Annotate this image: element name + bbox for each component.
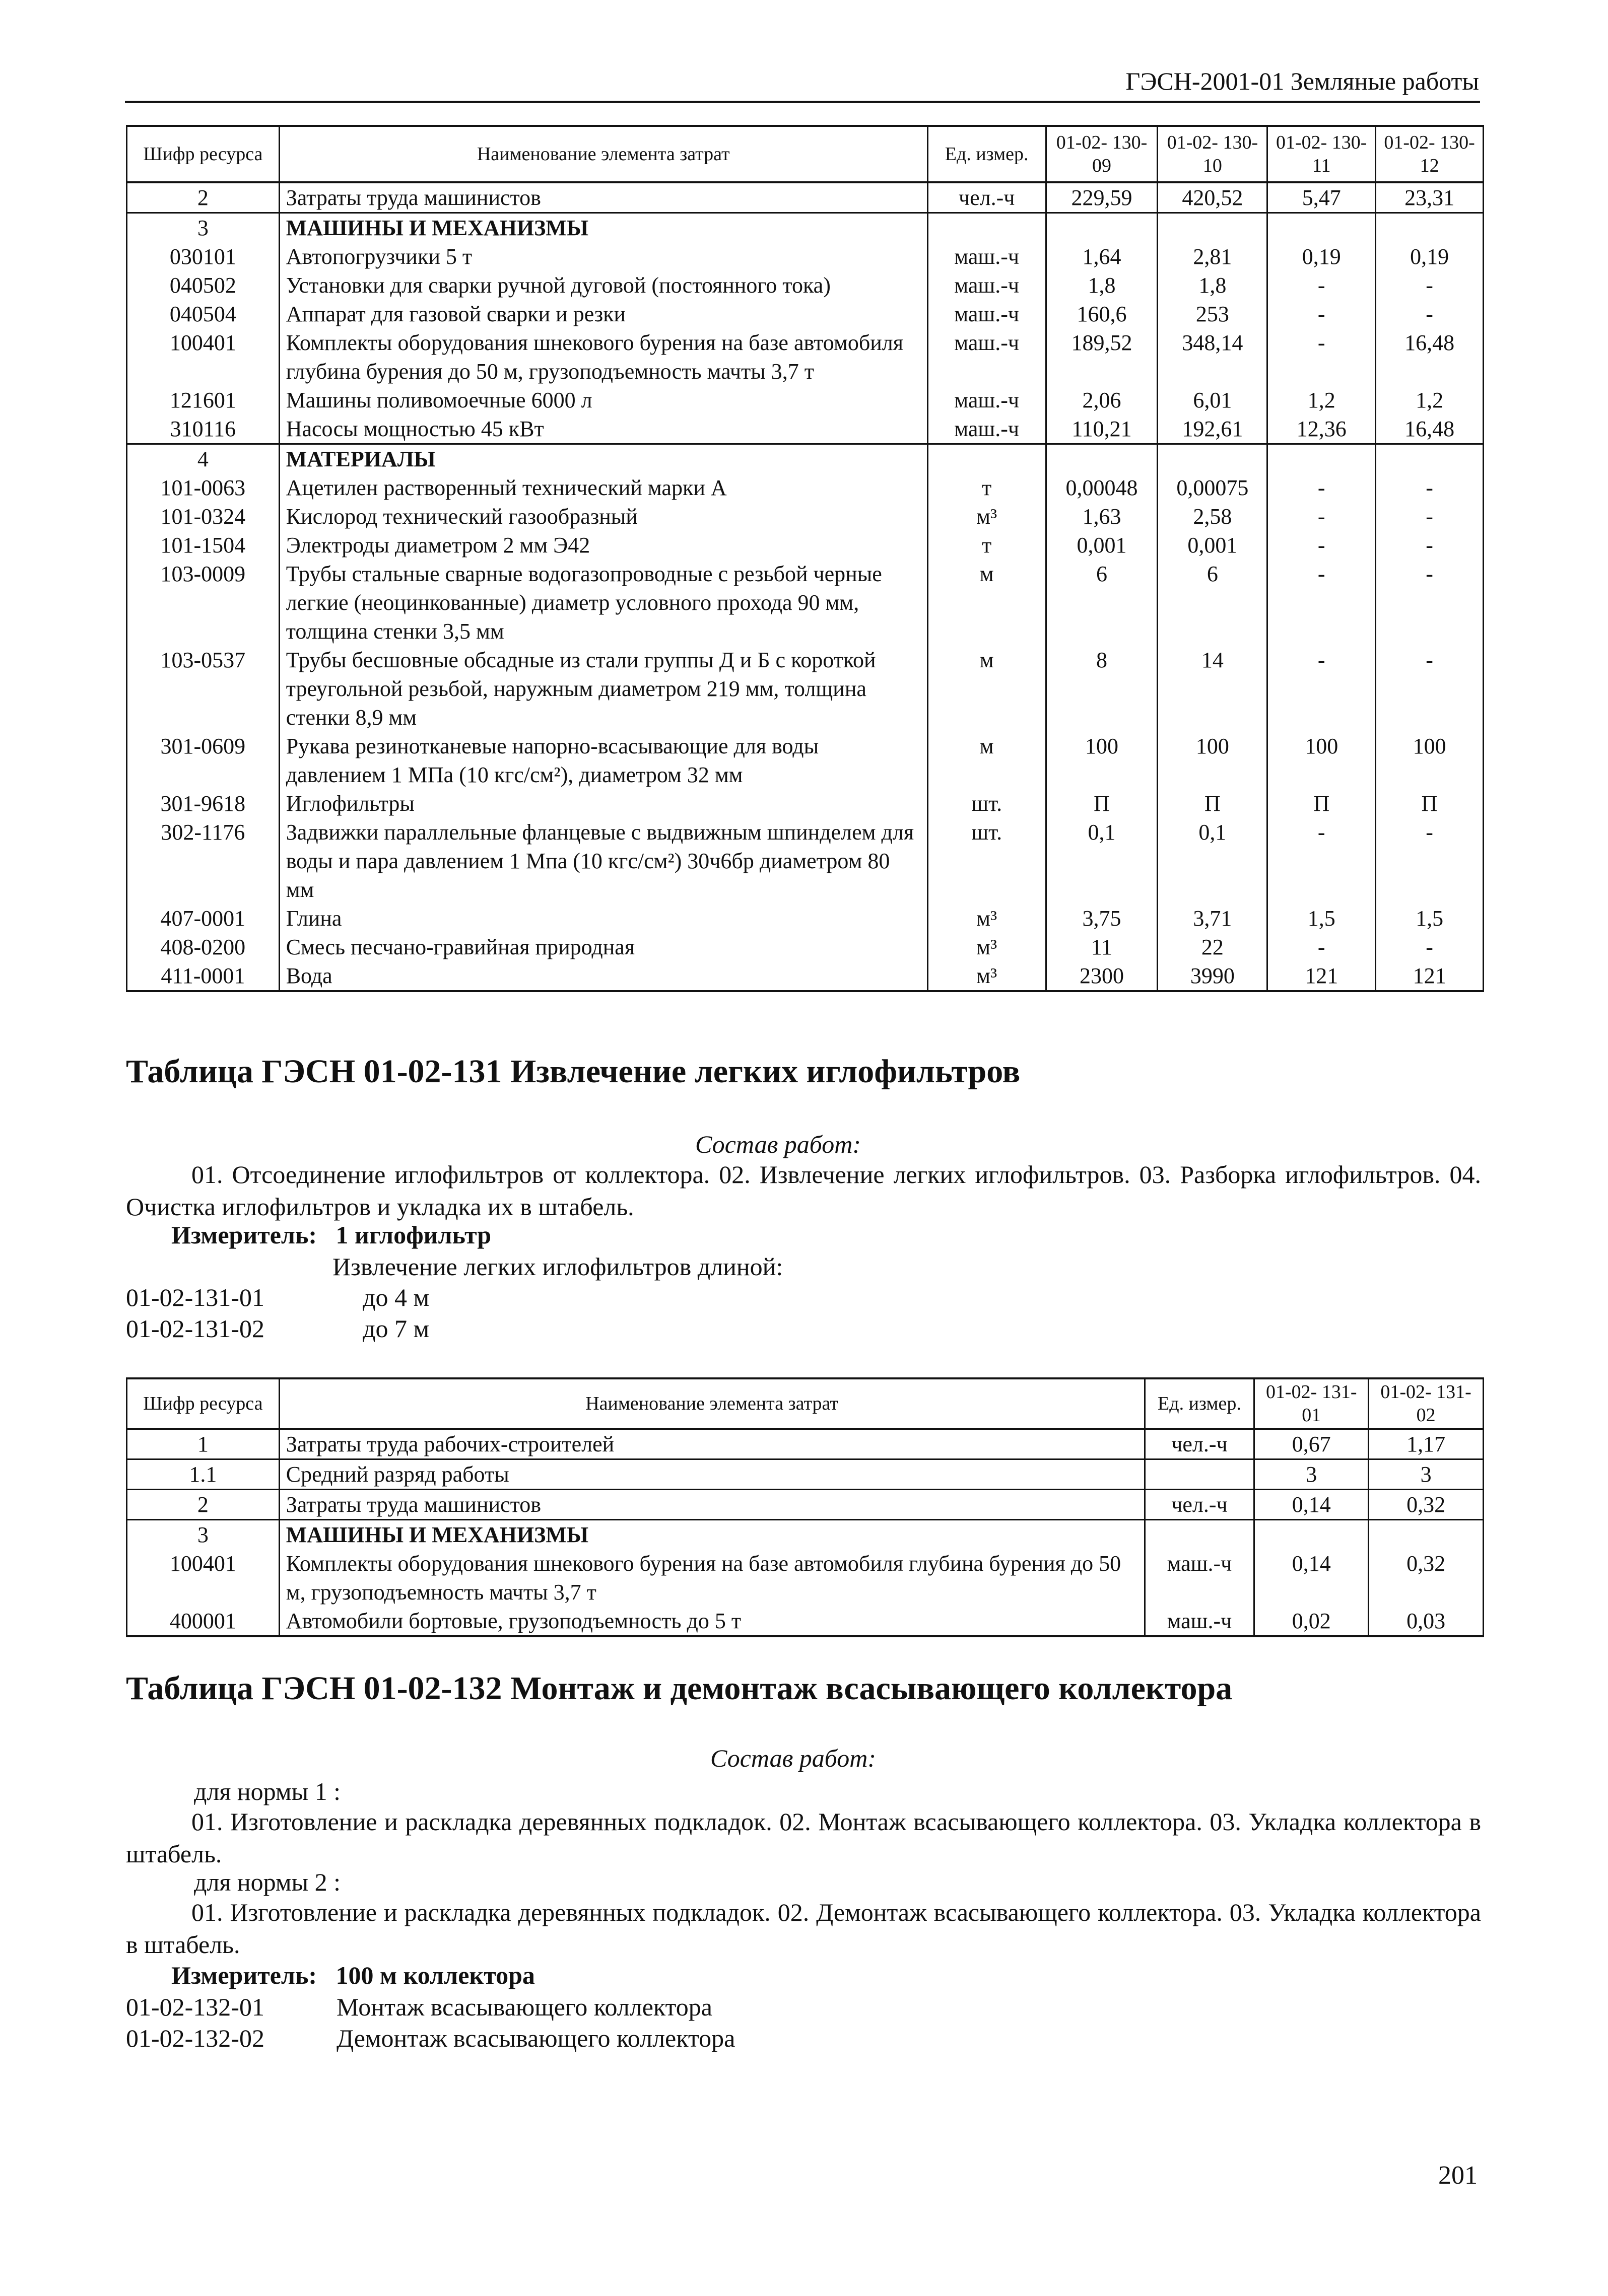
- norm-value: 3990: [1158, 961, 1267, 991]
- col-header-code: Шифр ресурса: [127, 1378, 280, 1429]
- table-header-row: [127, 1378, 1484, 1429]
- resource-code: 407-0001: [127, 904, 280, 933]
- norm-value: 1,8: [1158, 271, 1267, 300]
- table-row: [127, 1490, 1484, 1520]
- unit-cell: т: [927, 473, 1046, 502]
- resource-table-130: [126, 125, 1484, 992]
- norm-value: -: [1267, 560, 1376, 646]
- resource-code: 411-0001: [127, 961, 280, 991]
- norm-value: -: [1376, 502, 1484, 531]
- table-row: [127, 646, 1484, 732]
- col-header-norm: 01-02- 130-11: [1267, 126, 1376, 182]
- col-header-name: Наименование элемента затрат: [279, 126, 927, 182]
- resource-code: 100401: [127, 1549, 280, 1607]
- norm-value: 0,14: [1254, 1490, 1369, 1520]
- resource-code: 103-0009: [127, 560, 280, 646]
- unit-cell: [927, 213, 1046, 243]
- table-row: [127, 386, 1484, 414]
- cost-item-name: Ацетилен растворенный технический марки А: [279, 473, 927, 502]
- meter-value: 100 м коллектора: [336, 1961, 535, 1989]
- norm-value: 23,31: [1376, 182, 1484, 213]
- unit-cell: м³: [927, 904, 1046, 933]
- table-row: [127, 328, 1484, 386]
- composition-label-131: Состав работ:: [695, 1130, 861, 1158]
- resource-code: 101-0324: [127, 502, 280, 531]
- unit-cell: шт.: [927, 789, 1046, 818]
- unit-cell: чел.-ч: [927, 182, 1046, 213]
- norm-value: -: [1376, 271, 1484, 300]
- norm-value: -: [1267, 473, 1376, 502]
- norm-value: 0,19: [1376, 242, 1484, 271]
- norm-value: 14: [1158, 646, 1267, 732]
- section-title-132: Таблица ГЭСН 01-02-132 Монтаж и демонтаж всасывающего коллектора: [126, 1670, 1233, 1707]
- norm-value: [1267, 444, 1376, 474]
- resource-table-131: [126, 1377, 1484, 1637]
- header-rule: [125, 101, 1480, 103]
- cost-item-name: Задвижки параллельные фланцевые с выдвижным шпинделем для воды и пара давлением 1 Мпа (10 кгс/см²) 30ч6бр диаметром 80 мм: [279, 818, 927, 904]
- norm-value: 189,52: [1046, 328, 1158, 386]
- unit-cell: маш.-ч: [927, 300, 1046, 328]
- norm-value: -: [1376, 818, 1484, 904]
- resource-code: 040504: [127, 300, 280, 328]
- norm-text: Монтаж всасывающего коллектора: [337, 1993, 712, 2021]
- norm-value: [1369, 1520, 1484, 1550]
- unit-cell: чел.-ч: [1145, 1490, 1254, 1520]
- norm-value: 2,06: [1046, 386, 1158, 414]
- norm-value: 1,64: [1046, 242, 1158, 271]
- norm-value: 16,48: [1376, 328, 1484, 386]
- table-row: [127, 789, 1484, 818]
- resource-code: 100401: [127, 328, 280, 386]
- table-row: [127, 1549, 1484, 1607]
- col-header-norm: 01-02- 130-10: [1158, 126, 1267, 182]
- norm-value: [1267, 213, 1376, 243]
- table-row: [127, 560, 1484, 646]
- unit-cell: маш.-ч: [927, 271, 1046, 300]
- norm-value: 3,75: [1046, 904, 1158, 933]
- norm-value: -: [1376, 560, 1484, 646]
- norm2-composition: 01. Изготовление и раскладка деревянных подкладок. 02. Демонтаж всасывающего коллектора. 03. Укладка коллектора в штабель.: [126, 1898, 1481, 1959]
- unit-cell: маш.-ч: [1145, 1549, 1254, 1607]
- norm-value: 16,48: [1376, 414, 1484, 444]
- norm-value: 1,8: [1046, 271, 1158, 300]
- norm-value: 6,01: [1158, 386, 1267, 414]
- norm-value: 253: [1158, 300, 1267, 328]
- norm-value: -: [1376, 646, 1484, 732]
- norm-code: 01-02-132-02: [126, 2024, 264, 2052]
- cost-item-name: Комплекты оборудования шнекового бурения на базе автомобиля глубина бурения до 50 м, грузоподъемность мачты 3,7 т: [279, 1549, 1145, 1607]
- cost-item-name: Иглофильтры: [279, 789, 927, 818]
- norm-code: 01-02-131-01: [126, 1283, 264, 1311]
- norm-value: 100: [1046, 732, 1158, 789]
- norm-value: -: [1376, 300, 1484, 328]
- resource-code: 301-0609: [127, 732, 280, 789]
- norm-value: 11: [1046, 933, 1158, 961]
- norm-value: 192,61: [1158, 414, 1267, 444]
- cost-item-name: Средний разряд работы: [279, 1459, 1145, 1490]
- norm-value: 6: [1046, 560, 1158, 646]
- norm-value: [1046, 213, 1158, 243]
- table-header-row: [127, 126, 1484, 182]
- table-row: [127, 961, 1484, 991]
- resource-code: 103-0537: [127, 646, 280, 732]
- composition-label-132: Состав работ:: [710, 1744, 877, 1772]
- col-header-norm: 01-02- 130-12: [1376, 126, 1484, 182]
- unit-cell: [927, 444, 1046, 474]
- section-heading: МАШИНЫ И МЕХАНИЗМЫ: [279, 213, 927, 243]
- norm-value: [1158, 444, 1267, 474]
- norm-value: 0,001: [1158, 531, 1267, 560]
- subtitle-131: Извлечение легких иглофильтров длиной:: [332, 1253, 783, 1281]
- cost-item-name: Трубы бесшовные обсадные из стали группы Д и Б с короткой треугольной резьбой, наружным диаметром 219 мм, толщина стенки 8,9 мм: [279, 646, 927, 732]
- norm-value: 420,52: [1158, 182, 1267, 213]
- norm-value: -: [1267, 646, 1376, 732]
- norm-value: 1,2: [1376, 386, 1484, 414]
- section-title-131: Таблица ГЭСН 01-02-131 Извлечение легких иглофильтров: [126, 1053, 1021, 1090]
- cost-item-name: Электроды диаметром 2 мм Э42: [279, 531, 927, 560]
- unit-cell: маш.-ч: [927, 328, 1046, 386]
- col-header-norm: 01-02- 131-01: [1254, 1378, 1369, 1429]
- norm-value: 0,67: [1254, 1429, 1369, 1459]
- cost-item-name: Затраты труда машинистов: [279, 182, 927, 213]
- norm-value: 22: [1158, 933, 1267, 961]
- unit-cell: м: [927, 646, 1046, 732]
- running-header: ГЭСН-2001-01 Земляные работы: [1125, 67, 1479, 95]
- norm-value: -: [1267, 271, 1376, 300]
- resource-code: 4: [127, 444, 280, 474]
- norm-value: 3,71: [1158, 904, 1267, 933]
- unit-cell: чел.-ч: [1145, 1429, 1254, 1459]
- resource-code: 101-0063: [127, 473, 280, 502]
- norm-value: [1254, 1520, 1369, 1550]
- unit-cell: маш.-ч: [1145, 1607, 1254, 1636]
- norm-value: [1158, 213, 1267, 243]
- table-row: [127, 732, 1484, 789]
- resource-code: 2: [127, 182, 280, 213]
- norm-value: 2,81: [1158, 242, 1267, 271]
- norm1-label: для нормы 1 :: [194, 1777, 341, 1805]
- norm-value: -: [1267, 502, 1376, 531]
- norm-value: 1,5: [1376, 904, 1484, 933]
- table-row: [127, 818, 1484, 904]
- norm-value: 1,63: [1046, 502, 1158, 531]
- table-row: [127, 1607, 1484, 1636]
- cost-item-name: Затраты труда машинистов: [279, 1490, 1145, 1520]
- table-row: [127, 271, 1484, 300]
- norm-text: до 7 м: [363, 1314, 430, 1343]
- norm-value: 8: [1046, 646, 1158, 732]
- norm-value: П: [1376, 789, 1484, 818]
- norm-value: -: [1267, 818, 1376, 904]
- norm-value: [1046, 444, 1158, 474]
- resource-code: 1: [127, 1429, 280, 1459]
- resource-code: 400001: [127, 1607, 280, 1636]
- norm-value: [1376, 213, 1484, 243]
- norm-value: -: [1376, 473, 1484, 502]
- norm-value: 0,1: [1158, 818, 1267, 904]
- table-row: [127, 473, 1484, 502]
- unit-cell: маш.-ч: [927, 242, 1046, 271]
- unit-cell: м³: [927, 933, 1046, 961]
- unit-cell: маш.-ч: [927, 386, 1046, 414]
- resource-code: 1.1: [127, 1459, 280, 1490]
- norm-value: 0,32: [1369, 1490, 1484, 1520]
- unit-cell: шт.: [927, 818, 1046, 904]
- table-row: [127, 502, 1484, 531]
- meter-132: [171, 1959, 535, 1991]
- norm-value: -: [1376, 933, 1484, 961]
- resource-code: 408-0200: [127, 933, 280, 961]
- section-heading: МАТЕРИАЛЫ: [279, 444, 927, 474]
- norm-value: 0,19: [1267, 242, 1376, 271]
- norm-value: 3: [1369, 1459, 1484, 1490]
- table-row: [127, 242, 1484, 271]
- section-heading: МАШИНЫ И МЕХАНИЗМЫ: [279, 1520, 1145, 1550]
- table-row: [127, 414, 1484, 444]
- resource-code: 3: [127, 1520, 280, 1550]
- norm-value: 5,47: [1267, 182, 1376, 213]
- unit-cell: м³: [927, 961, 1046, 991]
- norm-value: 0,001: [1046, 531, 1158, 560]
- norm-value: -: [1267, 300, 1376, 328]
- unit-cell: маш.-ч: [927, 414, 1046, 444]
- meter-label: Измеритель:: [171, 1961, 317, 1989]
- col-header-norm: 01-02- 131-02: [1369, 1378, 1484, 1429]
- norm-value: 0,00048: [1046, 473, 1158, 502]
- norm-value: П: [1267, 789, 1376, 818]
- norm-text: до 4 м: [363, 1283, 430, 1311]
- norm-value: 2300: [1046, 961, 1158, 991]
- norm-value: 0,03: [1369, 1607, 1484, 1636]
- norm-value: -: [1267, 328, 1376, 386]
- table-row: [127, 531, 1484, 560]
- unit-cell: [1145, 1520, 1254, 1550]
- unit-cell: м: [927, 560, 1046, 646]
- table-row: [127, 1520, 1484, 1550]
- norm-value: 0,02: [1254, 1607, 1369, 1636]
- col-header-unit: Ед. измер.: [1145, 1378, 1254, 1429]
- cost-item-name: Вода: [279, 961, 927, 991]
- resource-code: 3: [127, 213, 280, 243]
- col-header-norm: 01-02- 130-09: [1046, 126, 1158, 182]
- norm-value: 0,00075: [1158, 473, 1267, 502]
- norm1-composition: 01. Изготовление и раскладка деревянных подкладок. 02. Монтаж всасывающего коллектора. 03. Укладка коллектора в штабель.: [126, 1807, 1481, 1868]
- cost-item-name: Смесь песчано-гравийная природная: [279, 933, 927, 961]
- norm-value: П: [1046, 789, 1158, 818]
- cost-item-name: Комплекты оборудования шнекового бурения на базе автомобиля глубина бурения до 50 м, грузоподъемность мачты 3,7 т: [279, 328, 927, 386]
- resource-code: 101-1504: [127, 531, 280, 560]
- resource-code: 030101: [127, 242, 280, 271]
- table-row: [127, 904, 1484, 933]
- norm-value: 0,1: [1046, 818, 1158, 904]
- cost-item-name: Автомобили бортовые, грузоподъемность до 5 т: [279, 1607, 1145, 1636]
- resource-code: 121601: [127, 386, 280, 414]
- cost-item-name: Трубы стальные сварные водогазопроводные с резьбой черные легкие (неоцинкованные) диаметр условного прохода 90 мм, толщина стенки 3,5 мм: [279, 560, 927, 646]
- unit-cell: м: [927, 732, 1046, 789]
- norm-code: 01-02-131-02: [126, 1314, 264, 1343]
- cost-item-name: Автопогрузчики 5 т: [279, 242, 927, 271]
- col-header-name: Наименование элемента затрат: [279, 1378, 1145, 1429]
- cost-item-name: Машины поливомоечные 6000 л: [279, 386, 927, 414]
- norm-value: 0,32: [1369, 1549, 1484, 1607]
- meter-131: [171, 1219, 491, 1251]
- norm-value: -: [1267, 933, 1376, 961]
- table-row: [127, 933, 1484, 961]
- norm-value: 348,14: [1158, 328, 1267, 386]
- norm-value: 1,5: [1267, 904, 1376, 933]
- meter-label: Измеритель:: [171, 1221, 317, 1249]
- norm-value: 121: [1267, 961, 1376, 991]
- norm-value: -: [1376, 531, 1484, 560]
- unit-cell: м³: [927, 502, 1046, 531]
- table-row: [127, 444, 1484, 474]
- unit-cell: [1145, 1459, 1254, 1490]
- meter-value: 1 иглофильтр: [336, 1221, 492, 1249]
- norm-value: 2,58: [1158, 502, 1267, 531]
- col-header-code: Шифр ресурса: [127, 126, 280, 182]
- resource-code: 040502: [127, 271, 280, 300]
- norm-code: 01-02-132-01: [126, 1993, 264, 2021]
- resource-code: 301-9618: [127, 789, 280, 818]
- norm-value: -: [1267, 531, 1376, 560]
- table-row: [127, 1459, 1484, 1490]
- table-row: [127, 1429, 1484, 1459]
- norm-value: 229,59: [1046, 182, 1158, 213]
- norm-value: [1376, 444, 1484, 474]
- page-number: 201: [1438, 2161, 1478, 2190]
- norm-value: 6: [1158, 560, 1267, 646]
- cost-item-name: Рукава резинотканевые напорно-всасывающие для воды давлением 1 МПа (10 кгс/см²), диаметром 32 мм: [279, 732, 927, 789]
- col-header-unit: Ед. измер.: [927, 126, 1046, 182]
- resource-code: 310116: [127, 414, 280, 444]
- cost-item-name: Аппарат для газовой сварки и резки: [279, 300, 927, 328]
- norm-value: 1,17: [1369, 1429, 1484, 1459]
- norm-value: 100: [1376, 732, 1484, 789]
- cost-item-name: Кислород технический газообразный: [279, 502, 927, 531]
- norm-value: 1,2: [1267, 386, 1376, 414]
- norm-value: 3: [1254, 1459, 1369, 1490]
- cost-item-name: Глина: [279, 904, 927, 933]
- norm-value: 160,6: [1046, 300, 1158, 328]
- norm-value: 121: [1376, 961, 1484, 991]
- cost-item-name: Затраты труда рабочих-строителей: [279, 1429, 1145, 1459]
- resource-code: 2: [127, 1490, 280, 1520]
- cost-item-name: Насосы мощностью 45 кВт: [279, 414, 927, 444]
- table-row: [127, 300, 1484, 328]
- unit-cell: т: [927, 531, 1046, 560]
- norm-value: 110,21: [1046, 414, 1158, 444]
- resource-code: 302-1176: [127, 818, 280, 904]
- table-row: [127, 182, 1484, 213]
- norm-value: 0,14: [1254, 1549, 1369, 1607]
- norm-value: 100: [1158, 732, 1267, 789]
- norm-value: 12,36: [1267, 414, 1376, 444]
- table-row: [127, 213, 1484, 243]
- norm-value: 100: [1267, 732, 1376, 789]
- cost-item-name: Установки для сварки ручной дуговой (постоянного тока): [279, 271, 927, 300]
- composition-text-131: 01. Отсоединение иглофильтров от коллектора. 02. Извлечение легких иглофильтров. 03. Разборка иглофильтров. 04. Очистка иглофильтров и укладка их в штабель.: [126, 1160, 1481, 1221]
- norm2-label: для нормы 2 :: [194, 1868, 341, 1896]
- norm-text: Демонтаж всасывающего коллектора: [337, 2024, 735, 2052]
- norm-value: П: [1158, 789, 1267, 818]
